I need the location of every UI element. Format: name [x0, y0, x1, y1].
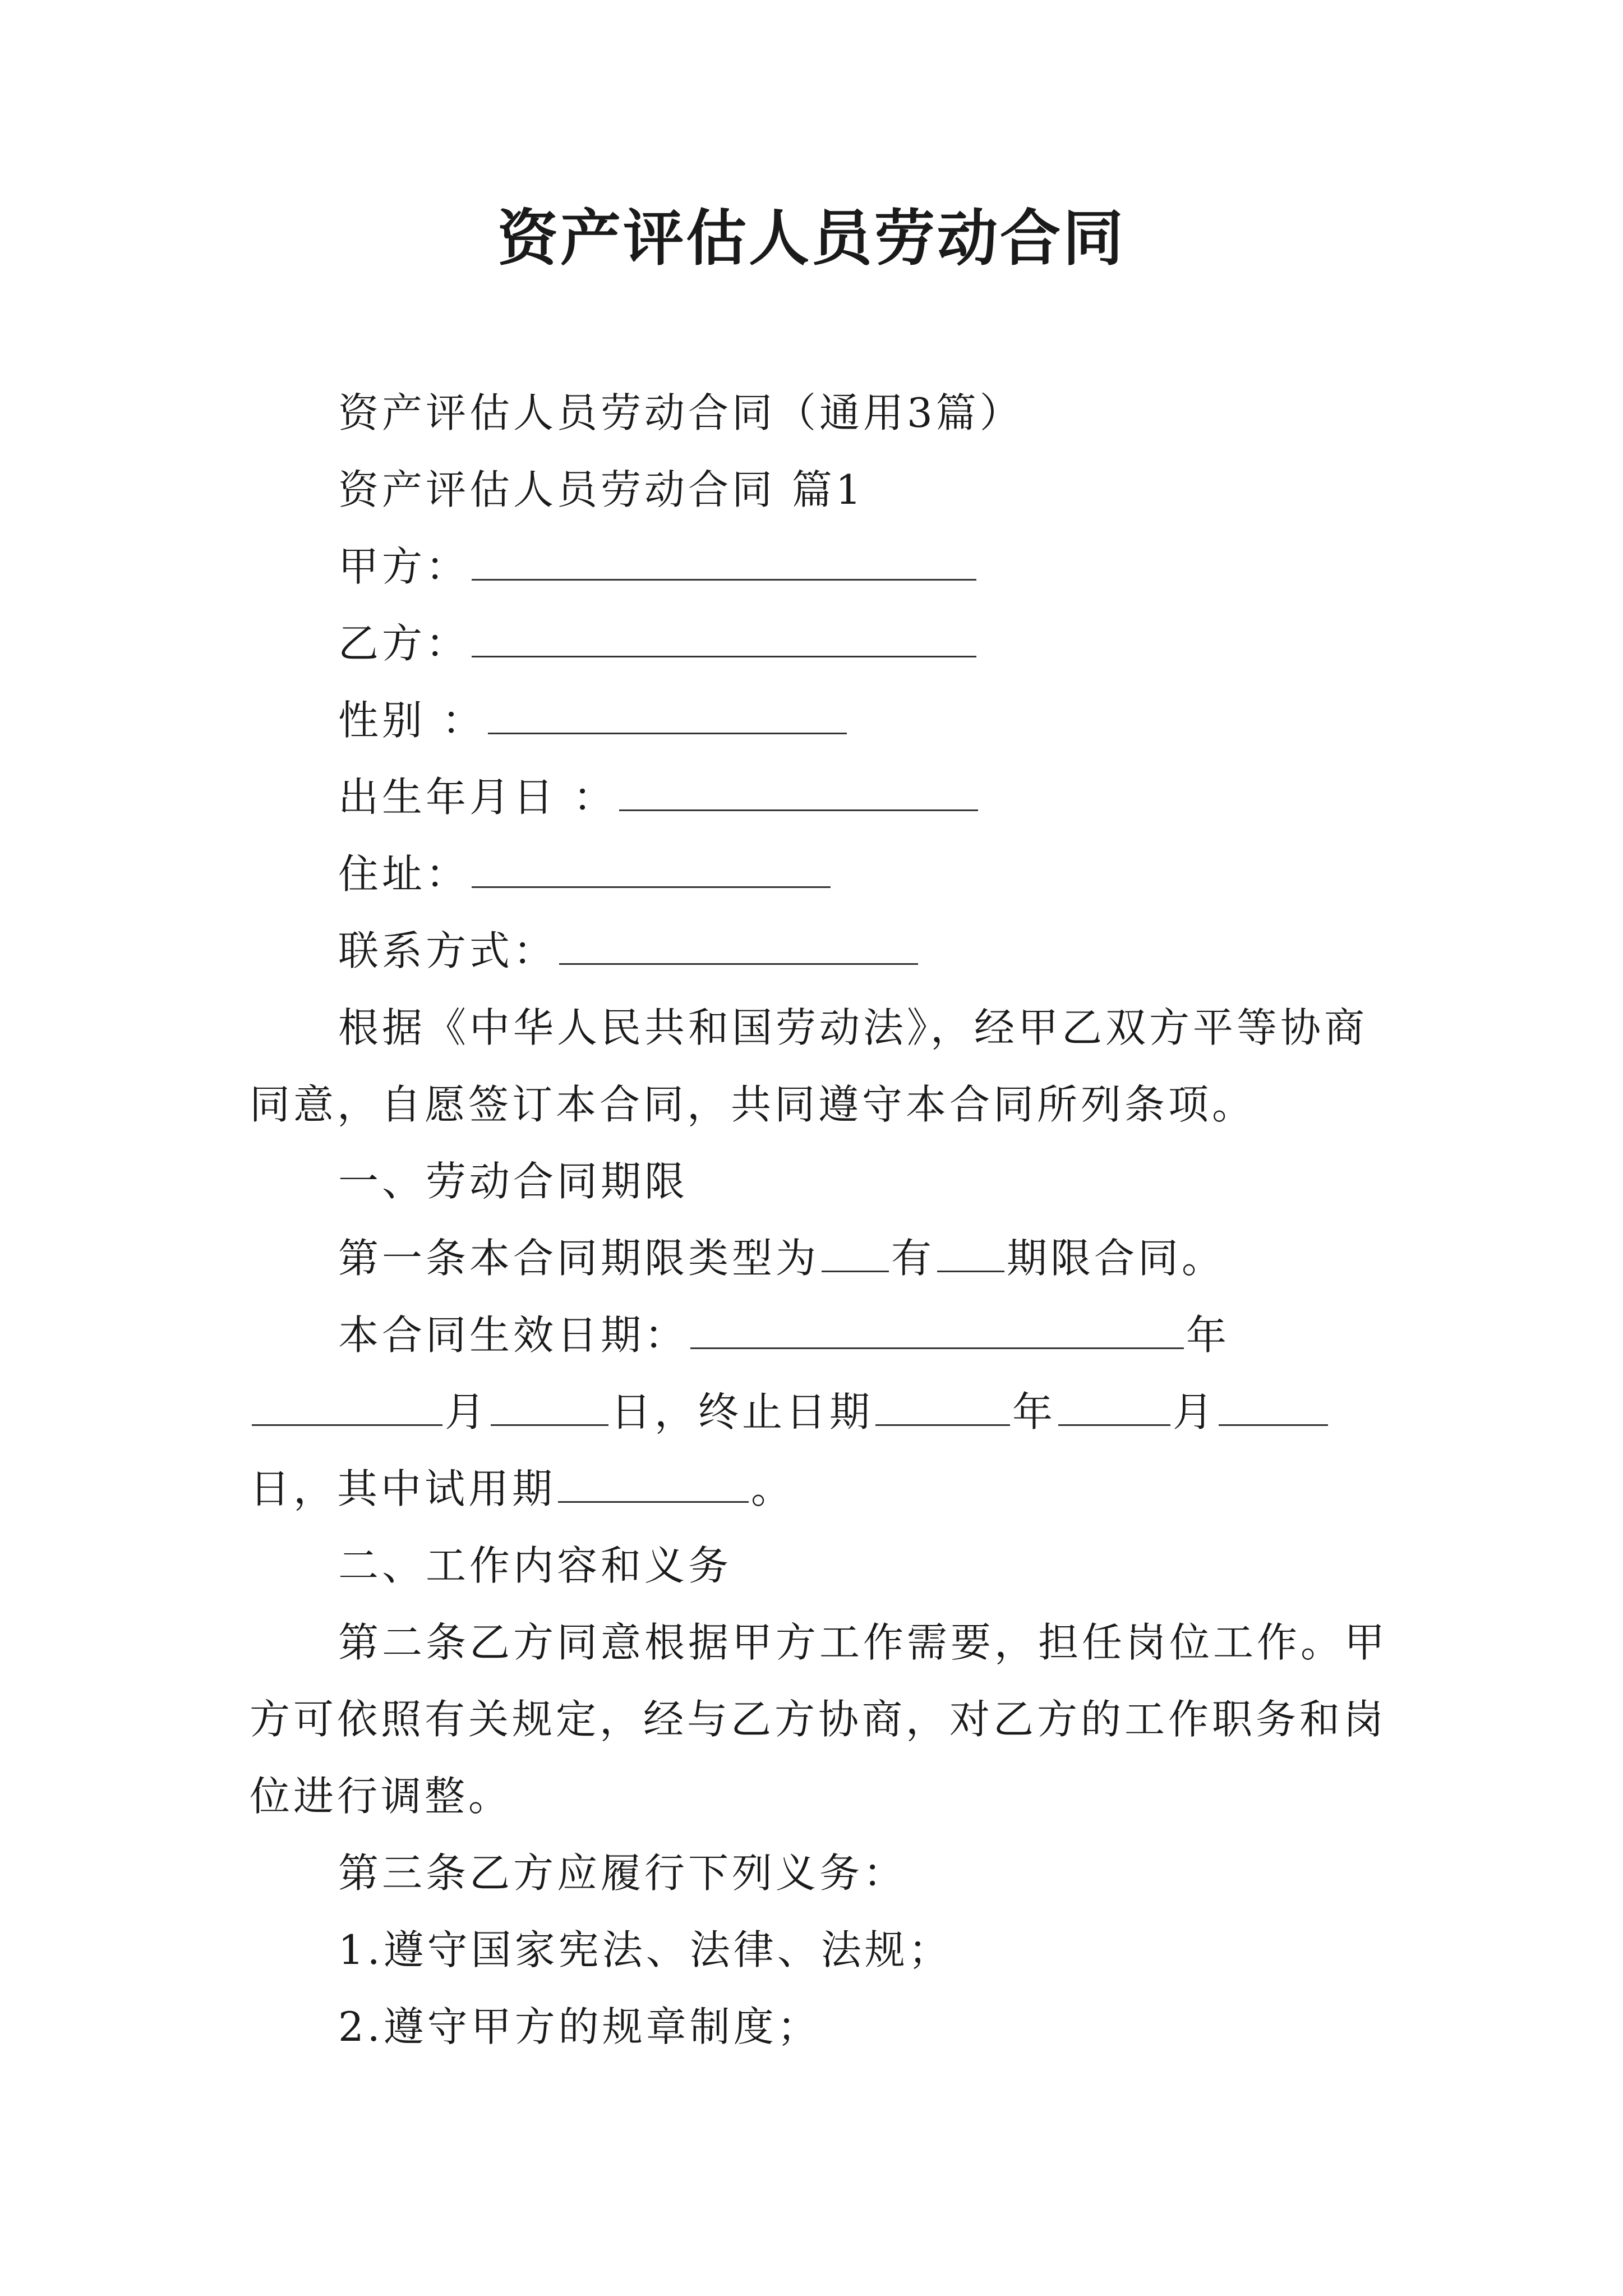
contact-blank: [559, 930, 918, 965]
effective-end: 。: [751, 1465, 795, 1512]
heading-contract-term: 一、劳动合同期限: [338, 1158, 689, 1205]
gender-field: [250, 682, 1388, 759]
document-title: 资产评估人员劳动合同: [497, 203, 1126, 274]
party-b-blank: [472, 622, 976, 657]
address-blank: [472, 853, 831, 888]
party-a-blank: [472, 545, 976, 581]
party-a-label: 甲方：: [338, 543, 470, 590]
section-heading: 资产评估人员劳动合同 篇1: [338, 466, 865, 513]
article-3: 第三条乙方应履行下列义务：: [338, 1849, 907, 1897]
month-blank: [252, 1391, 442, 1426]
end-month-label: 月: [1173, 1388, 1217, 1435]
preamble-paragraph: 根据《中华人民共和国劳动法》，经甲乙双方平等协商同意，自愿签订本合同，共同遵守本合同所列条项。: [250, 1004, 1368, 1128]
gender-blank: [488, 699, 847, 734]
effective-date-blank: [690, 1314, 1184, 1349]
month-label: 月: [445, 1388, 489, 1435]
article-1-middle: 有: [891, 1235, 935, 1282]
trial-label: 日，其中试用期: [250, 1465, 556, 1512]
day-blank: [491, 1391, 608, 1426]
party-b-field: [250, 605, 1388, 682]
birth-date-field: [250, 759, 1388, 836]
gender-label: 性别 ：: [338, 697, 486, 744]
list-item: 1.遵守国家宪法、法律、法规；: [338, 1926, 952, 1973]
contact-field: [250, 913, 1388, 990]
year-label: 年: [1186, 1312, 1230, 1359]
article-1: [250, 1220, 1388, 1297]
document-body: [250, 375, 1388, 2065]
end-year-label: 年: [1012, 1388, 1057, 1435]
heading-work-duties: 二、工作内容和义务: [338, 1542, 732, 1589]
article-2: 第二条乙方同意根据甲方工作需要，担任岗位工作。甲方可依照有关规定，经与乙方协商，对乙方的工作职务和岗位进行调整。: [250, 1619, 1389, 1820]
contact-label: 联系方式：: [338, 927, 557, 974]
subtitle: 资产评估人员劳动合同（通用3篇）: [338, 389, 1023, 436]
end-day-blank: [1219, 1391, 1328, 1426]
end-year-blank: [875, 1391, 1010, 1426]
article-1-prefix: 第一条本合同期限类型为: [338, 1235, 820, 1282]
birth-date-label: 出生年月日 ：: [338, 774, 617, 821]
address-label: 住址：: [338, 850, 470, 898]
end-date-label: 日，终止日期: [611, 1388, 874, 1435]
article-1-blank-2: [937, 1237, 1004, 1272]
effective-date-label: 本合同生效日期：: [338, 1312, 689, 1359]
article-1-blank-1: [822, 1237, 889, 1272]
party-a-field: [250, 528, 1388, 605]
list-item: 2.遵守甲方的规章制度；: [338, 2003, 821, 2050]
trial-blank: [558, 1467, 749, 1503]
article-1-suffix: 期限合同。: [1007, 1235, 1226, 1282]
address-field: [250, 836, 1388, 913]
end-month-blank: [1058, 1391, 1170, 1426]
effective-date-paragraph: [250, 1297, 1388, 1527]
party-b-label: 乙方：: [338, 620, 470, 667]
birth-date-blank: [619, 776, 978, 811]
